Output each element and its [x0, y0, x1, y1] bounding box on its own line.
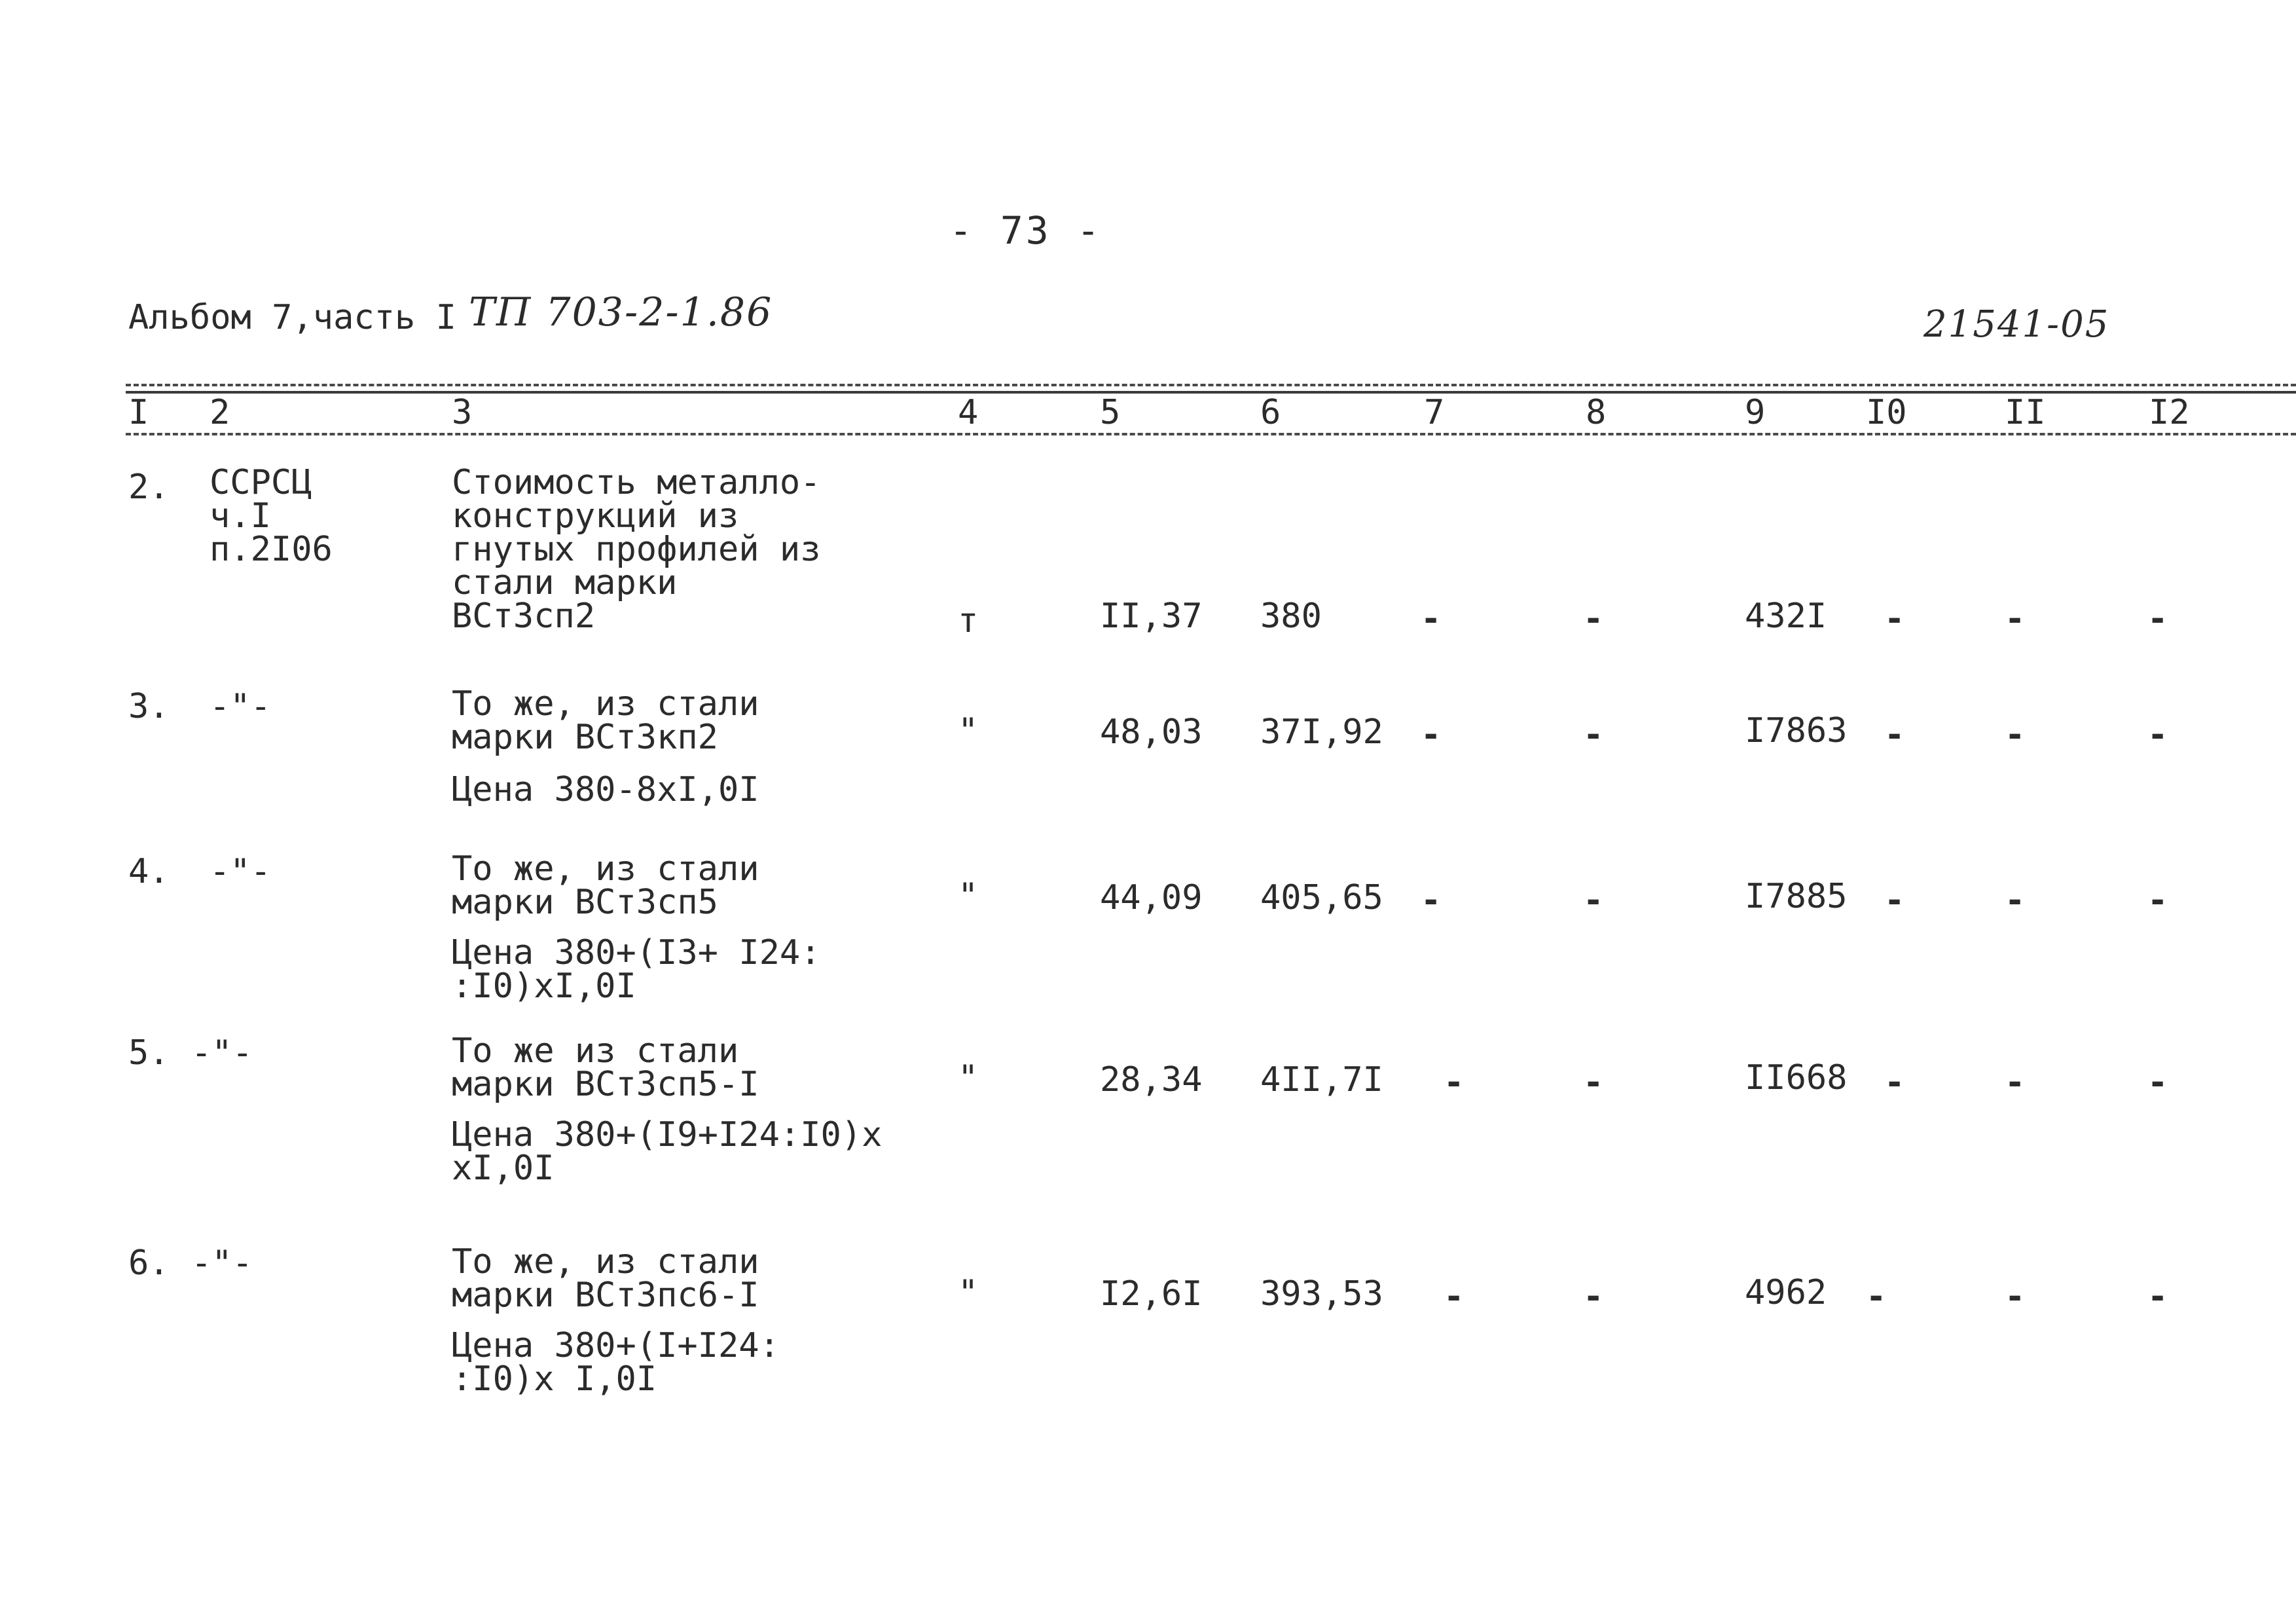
row-unit: "	[958, 1058, 979, 1098]
row-col8: -	[1583, 715, 1604, 754]
colnum-3: 3	[452, 393, 473, 432]
row-price-note: Цена 380-8хI,0I	[452, 770, 759, 809]
row-col8: -	[1583, 1277, 1604, 1316]
row-col11: -	[2005, 1277, 2026, 1316]
row-number: 6.	[128, 1244, 170, 1283]
row-source: -"-	[191, 1033, 253, 1073]
tp-code: ТП 703-2-1.86	[469, 289, 773, 335]
colnum-5: 5	[1100, 393, 1121, 432]
row-description: То же, из стали марки ВСт3сп5	[452, 849, 759, 922]
row-col12: -	[2147, 881, 2168, 920]
row-price: 37I,92	[1260, 712, 1383, 752]
row-price: 4II,7I	[1260, 1060, 1383, 1099]
table-top-rule-thin	[126, 384, 2296, 386]
row-description: То же, из стали марки ВСт3пс6-I	[452, 1242, 759, 1315]
doc-number: 21541-05	[1923, 303, 2110, 346]
row-price-note: Цена 380+(I3+ I24: :I0)хI,0I	[452, 933, 821, 1006]
colnum-1: I	[128, 393, 149, 432]
row-number: 4.	[128, 852, 170, 891]
page-number: - 73 -	[949, 208, 1102, 253]
row-description: То же, из стали марки ВСт3кп2	[452, 684, 759, 757]
row-col10: -	[1884, 1063, 1905, 1102]
row-unit: "	[958, 876, 979, 915]
row-total: I7863	[1745, 711, 1848, 750]
row-col12: -	[2147, 1277, 2168, 1316]
row-price: 380	[1260, 597, 1322, 636]
row-number: 5.	[128, 1033, 170, 1073]
row-quantity: 48,03	[1100, 712, 1203, 752]
colnum-8: 8	[1586, 393, 1607, 432]
row-quantity: I2,6I	[1100, 1274, 1203, 1314]
row-total: I7885	[1745, 877, 1848, 916]
row-total: 4962	[1745, 1273, 1827, 1312]
colnum-4: 4	[958, 393, 979, 432]
row-col8: -	[1583, 881, 1604, 920]
row-col7: -	[1444, 1277, 1465, 1316]
row-col12: -	[2147, 1063, 2168, 1102]
row-number: 3.	[128, 687, 170, 726]
row-price-note: Цена 380+(I+I24: :I0)х I,0I	[452, 1326, 780, 1399]
table-header-bottom-rule	[126, 433, 2296, 435]
colnum-9: 9	[1745, 393, 1766, 432]
row-col10: -	[1884, 715, 1905, 754]
row-price: 393,53	[1260, 1274, 1383, 1314]
row-unit: т	[958, 601, 979, 640]
row-col11: -	[2005, 1063, 2026, 1102]
row-unit: "	[958, 1273, 979, 1312]
row-quantity: 28,34	[1100, 1060, 1203, 1099]
row-col7: -	[1421, 599, 1442, 638]
row-number: 2.	[128, 468, 170, 507]
row-source: ССРСЦ ч.I п.2I06	[210, 463, 333, 569]
row-col7: -	[1421, 715, 1442, 754]
row-total: II668	[1745, 1058, 1848, 1098]
row-col11: -	[2005, 715, 2026, 754]
row-quantity: II,37	[1100, 597, 1203, 636]
row-col10: -	[1884, 599, 1905, 638]
row-source: -"-	[210, 852, 271, 891]
row-source: -"-	[191, 1244, 253, 1283]
row-source: -"-	[210, 687, 271, 726]
row-col10: -	[1884, 881, 1905, 920]
row-price-note: Цена 380+(I9+I24:I0)х хI,0I	[452, 1115, 883, 1188]
row-col12: -	[2147, 715, 2168, 754]
row-col8: -	[1583, 1063, 1604, 1102]
row-price: 405,65	[1260, 878, 1383, 917]
row-col12: -	[2147, 599, 2168, 638]
colnum-11: II	[2005, 393, 2046, 432]
row-col11: -	[2005, 599, 2026, 638]
colnum-2: 2	[210, 393, 230, 432]
colnum-10: I0	[1866, 393, 1907, 432]
colnum-12: I2	[2149, 393, 2190, 432]
row-col7: -	[1421, 881, 1442, 920]
row-total: 432I	[1745, 597, 1827, 636]
row-description: То же из стали марки ВСт3сп5-I	[452, 1031, 759, 1104]
row-col11: -	[2005, 881, 2026, 920]
row-unit: "	[958, 711, 979, 750]
colnum-7: 7	[1424, 393, 1445, 432]
album-label: Альбом 7,часть I	[128, 298, 456, 337]
row-description: Стоимость металло- конструкций из гнутых профилей из стали марки ВСт3сп2	[452, 463, 821, 636]
row-col10: -	[1866, 1277, 1887, 1316]
row-quantity: 44,09	[1100, 878, 1203, 917]
row-col7: -	[1444, 1063, 1465, 1102]
colnum-6: 6	[1260, 393, 1281, 432]
row-col8: -	[1583, 599, 1604, 638]
